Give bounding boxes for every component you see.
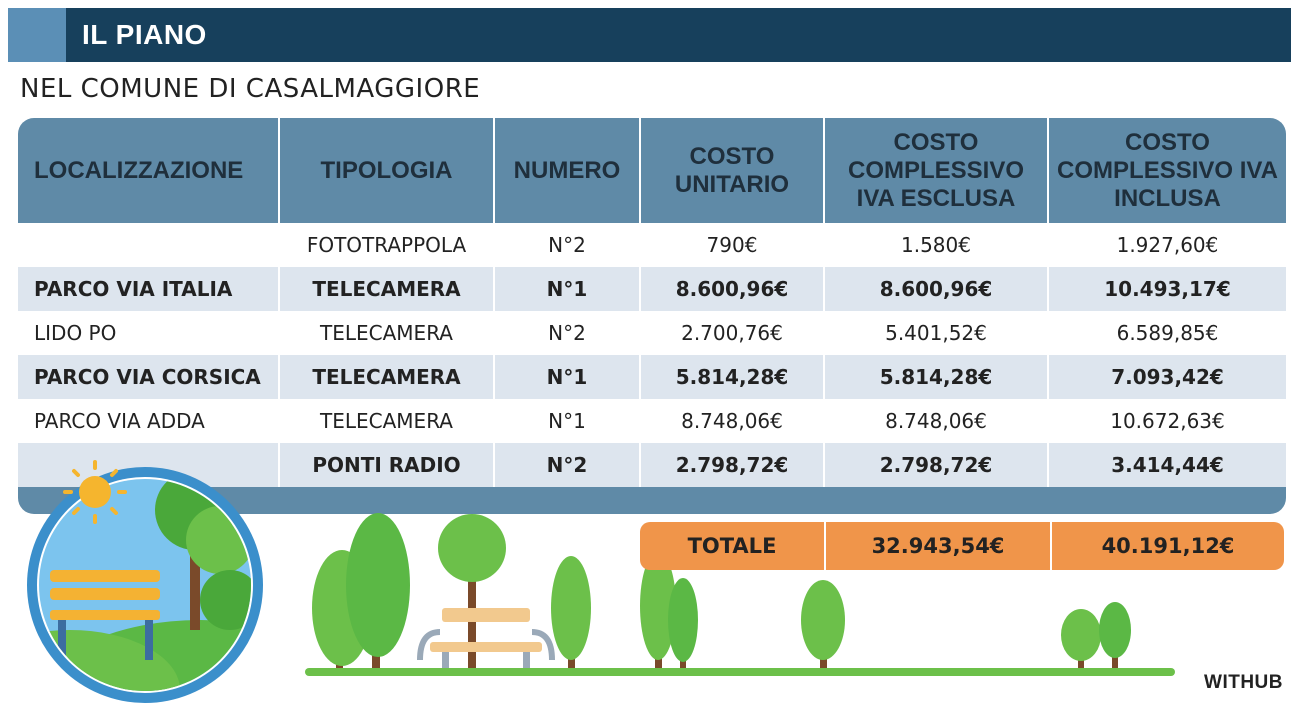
cell-localizzazione: LIDO PO	[18, 311, 279, 355]
tree-icon	[801, 580, 845, 668]
cell-costo-unitario: 2.798,72€	[640, 443, 824, 487]
cell-costo-unitario: 2.700,76€	[640, 311, 824, 355]
cell-tipologia: TELECAMERA	[279, 311, 494, 355]
cell-localizzazione: PARCO VIA CORSICA	[18, 355, 279, 399]
subtitle: NEL COMUNE DI CASALMAGGIORE	[20, 74, 481, 104]
page-title: IL PIANO	[82, 19, 207, 50]
cell-tipologia: TELECAMERA	[279, 267, 494, 311]
cell-numero: N°1	[494, 399, 640, 443]
cell-numero: N°1	[494, 355, 640, 399]
cell-iva-inclusa: 3.414,44€	[1048, 443, 1286, 487]
cell-iva-esclusa: 8.600,96€	[824, 267, 1048, 311]
cell-tipologia: TELECAMERA	[279, 355, 494, 399]
column-header-tipologia: TIPOLOGIA	[279, 118, 494, 223]
cell-iva-esclusa: 5.401,52€	[824, 311, 1048, 355]
cell-tipologia: FOTOTRAPPOLA	[279, 223, 494, 267]
cell-tipologia: TELECAMERA	[279, 399, 494, 443]
cell-iva-esclusa: 2.798,72€	[824, 443, 1048, 487]
totale-iva-esclusa: 32.943,54€	[826, 522, 1052, 570]
cell-localizzazione: PARCO VIA ADDA	[18, 399, 279, 443]
cell-iva-inclusa: 10.672,63€	[1048, 399, 1286, 443]
brand-credit: WITHUB	[1204, 672, 1283, 693]
cell-numero: N°2	[494, 223, 640, 267]
cell-costo-unitario: 790€	[640, 223, 824, 267]
cell-iva-inclusa: 6.589,85€	[1048, 311, 1286, 355]
tree-icon	[551, 556, 591, 668]
cell-numero: N°2	[494, 443, 640, 487]
column-header-iva-inclusa: COSTO COMPLESSIVO IVA INCLUSA	[1057, 128, 1278, 212]
totale-label: TOTALE	[640, 522, 826, 570]
cell-iva-esclusa: 1.580€	[824, 223, 1048, 267]
bench-icon	[420, 608, 552, 668]
cell-numero: N°1	[494, 267, 640, 311]
ground-line	[305, 668, 1175, 676]
column-header-costo-unitario: COSTO UNITARIO	[640, 118, 824, 223]
cell-iva-esclusa: 5.814,28€	[824, 355, 1048, 399]
cell-costo-unitario: 5.814,28€	[640, 355, 824, 399]
column-header-numero: NUMERO	[494, 118, 640, 223]
column-header-iva-esclusa: COSTO COMPLESSIVO IVA ESCLUSA	[824, 118, 1048, 223]
totale-iva-inclusa: 40.191,12€	[1101, 534, 1235, 558]
cell-localizzazione: PARCO VIA ITALIA	[18, 267, 279, 311]
cell-tipologia: PONTI RADIO	[279, 443, 494, 487]
cell-iva-inclusa: 1.927,60€	[1048, 223, 1286, 267]
cell-iva-esclusa: 8.748,06€	[824, 399, 1048, 443]
cell-costo-unitario: 8.748,06€	[640, 399, 824, 443]
park-circle-icon	[0, 467, 350, 704]
tree-icon	[1061, 602, 1131, 668]
cell-iva-inclusa: 7.093,42€	[1048, 355, 1286, 399]
cell-costo-unitario: 8.600,96€	[640, 267, 824, 311]
column-header-localizzazione: LOCALIZZAZIONE	[18, 118, 279, 223]
cell-numero: N°2	[494, 311, 640, 355]
totale-bar	[640, 522, 1284, 570]
cell-iva-inclusa: 10.493,17€	[1048, 267, 1286, 311]
tree-icon	[312, 513, 410, 668]
